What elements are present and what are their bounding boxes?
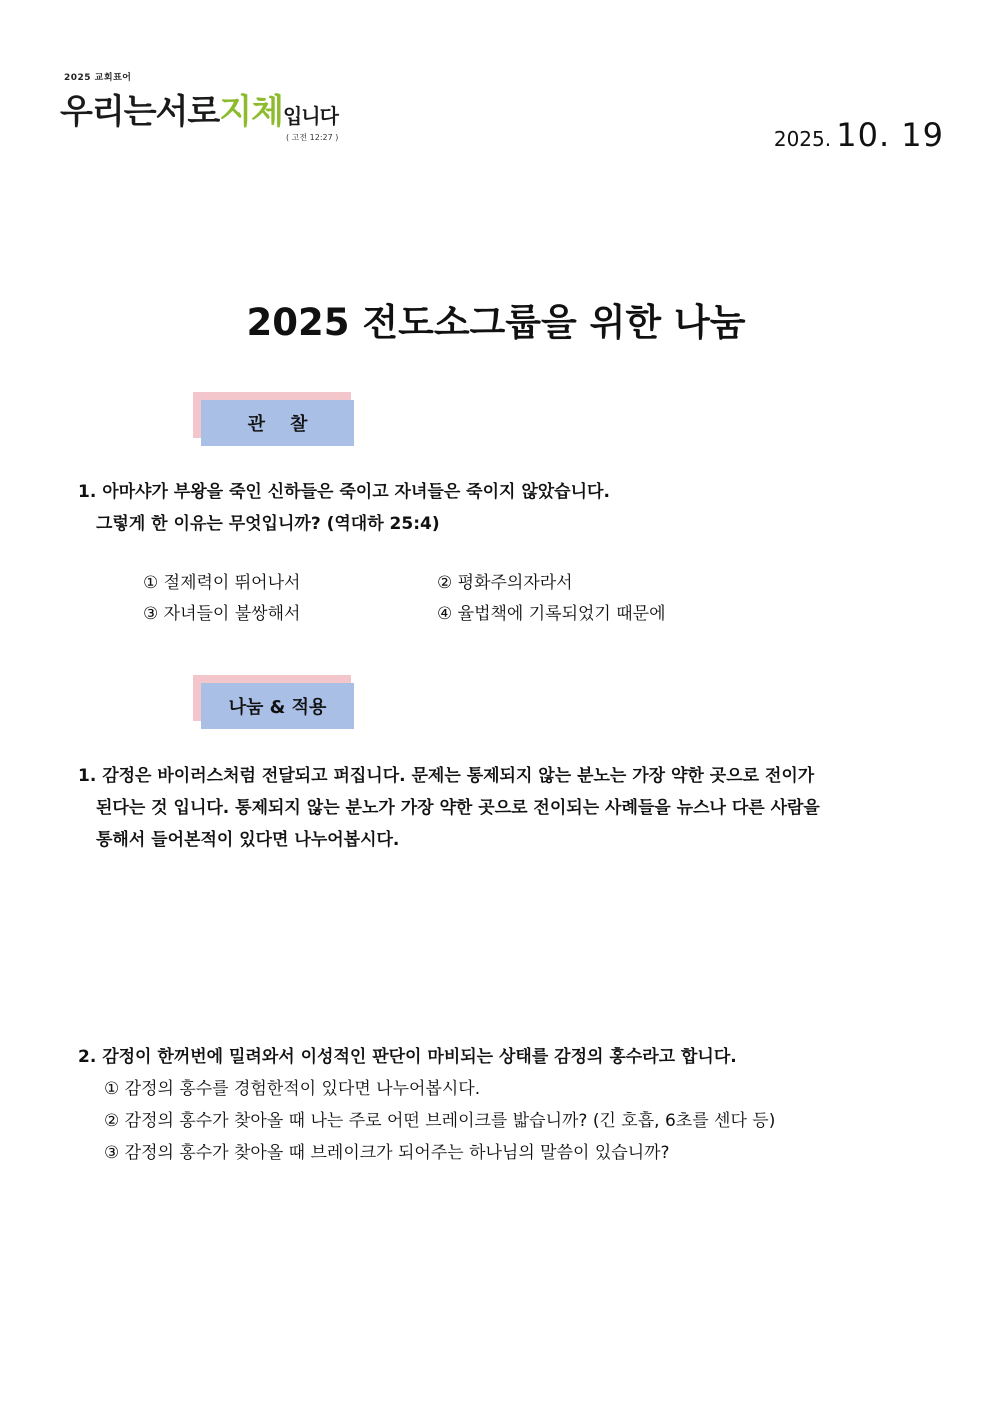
share-q2-subitems (104, 1073, 924, 1169)
observe-question-line2: 그렇게 한 이유는 무엇입니까? (역대하 25:4) (96, 514, 440, 534)
logo-motto (60, 84, 338, 133)
options-row (143, 599, 843, 630)
option-4: ④ 율법책에 기록되었기 때문에 (437, 604, 666, 624)
logo-motto-part3: 입니다 (282, 104, 338, 128)
share-q2-line1: 2. 감정이 한꺼번에 밀려와서 이성적인 판단이 마비되는 상태를 감정의 홍수라고 합니다. (78, 1047, 737, 1067)
logo-motto-part2: 지체 (219, 92, 283, 132)
date-year: 2025. (773, 127, 832, 151)
share-q2-sub-2: ② 감정의 홍수가 찾아올 때 나는 주로 어떤 브레이크를 밟습니까? (긴 호흡, 6초를 센다 등) (104, 1111, 776, 1131)
share-question-2 (78, 1041, 938, 1073)
section-badge-observe (193, 392, 355, 446)
document-date (774, 116, 944, 154)
observe-options (143, 568, 843, 630)
badge-label-text: 나눔 & 적용 (228, 697, 327, 718)
option-1: ① 절제력이 뛰어나서 (143, 573, 301, 593)
logo-reference: ( 고전 12:27 ) (286, 133, 339, 142)
badge-label (201, 400, 354, 446)
badge-label-text: 관 찰 (247, 414, 308, 435)
church-motto-logo (60, 70, 360, 150)
logo-year: 2025 교회표어 (64, 73, 132, 83)
share-q1-line2: 된다는 것 입니다. 통제되지 않는 분노가 가장 약한 곳으로 전이되는 사례들을 뉴스나 다른 사람을 (96, 798, 820, 818)
observe-question-line1: 1. 아마샤가 부왕을 죽인 신하들은 죽이고 자녀들은 죽이지 않았습니다. (78, 482, 610, 502)
date-month-day: 10. 19 (836, 116, 944, 154)
share-q1-line3: 통해서 들어본적이 있다면 나누어봅시다. (96, 830, 400, 850)
share-question-1 (78, 760, 938, 856)
option-2: ② 평화주의자라서 (437, 573, 573, 593)
share-q2-sub-1: ① 감정의 홍수를 경험한적이 있다면 나누어봅시다. (104, 1079, 481, 1099)
observe-question (78, 476, 938, 540)
logo-motto-part1: 우리는서로 (60, 92, 220, 132)
badge-label (201, 683, 354, 729)
page-title: 2025 전도소그룹을 위한 나눔 (246, 301, 746, 344)
option-3: ③ 자녀들이 불쌍해서 (143, 604, 301, 624)
options-row (143, 568, 843, 599)
share-q1-line1: 1. 감정은 바이러스처럼 전달되고 퍼집니다. 문제는 통제되지 않는 분노는 가장 약한 곳으로 전이가 (78, 766, 815, 786)
share-q2-sub-3: ③ 감정의 홍수가 찾아올 때 브레이크가 되어주는 하나님의 말씀이 있습니까? (104, 1143, 670, 1163)
section-badge-share (193, 675, 355, 729)
